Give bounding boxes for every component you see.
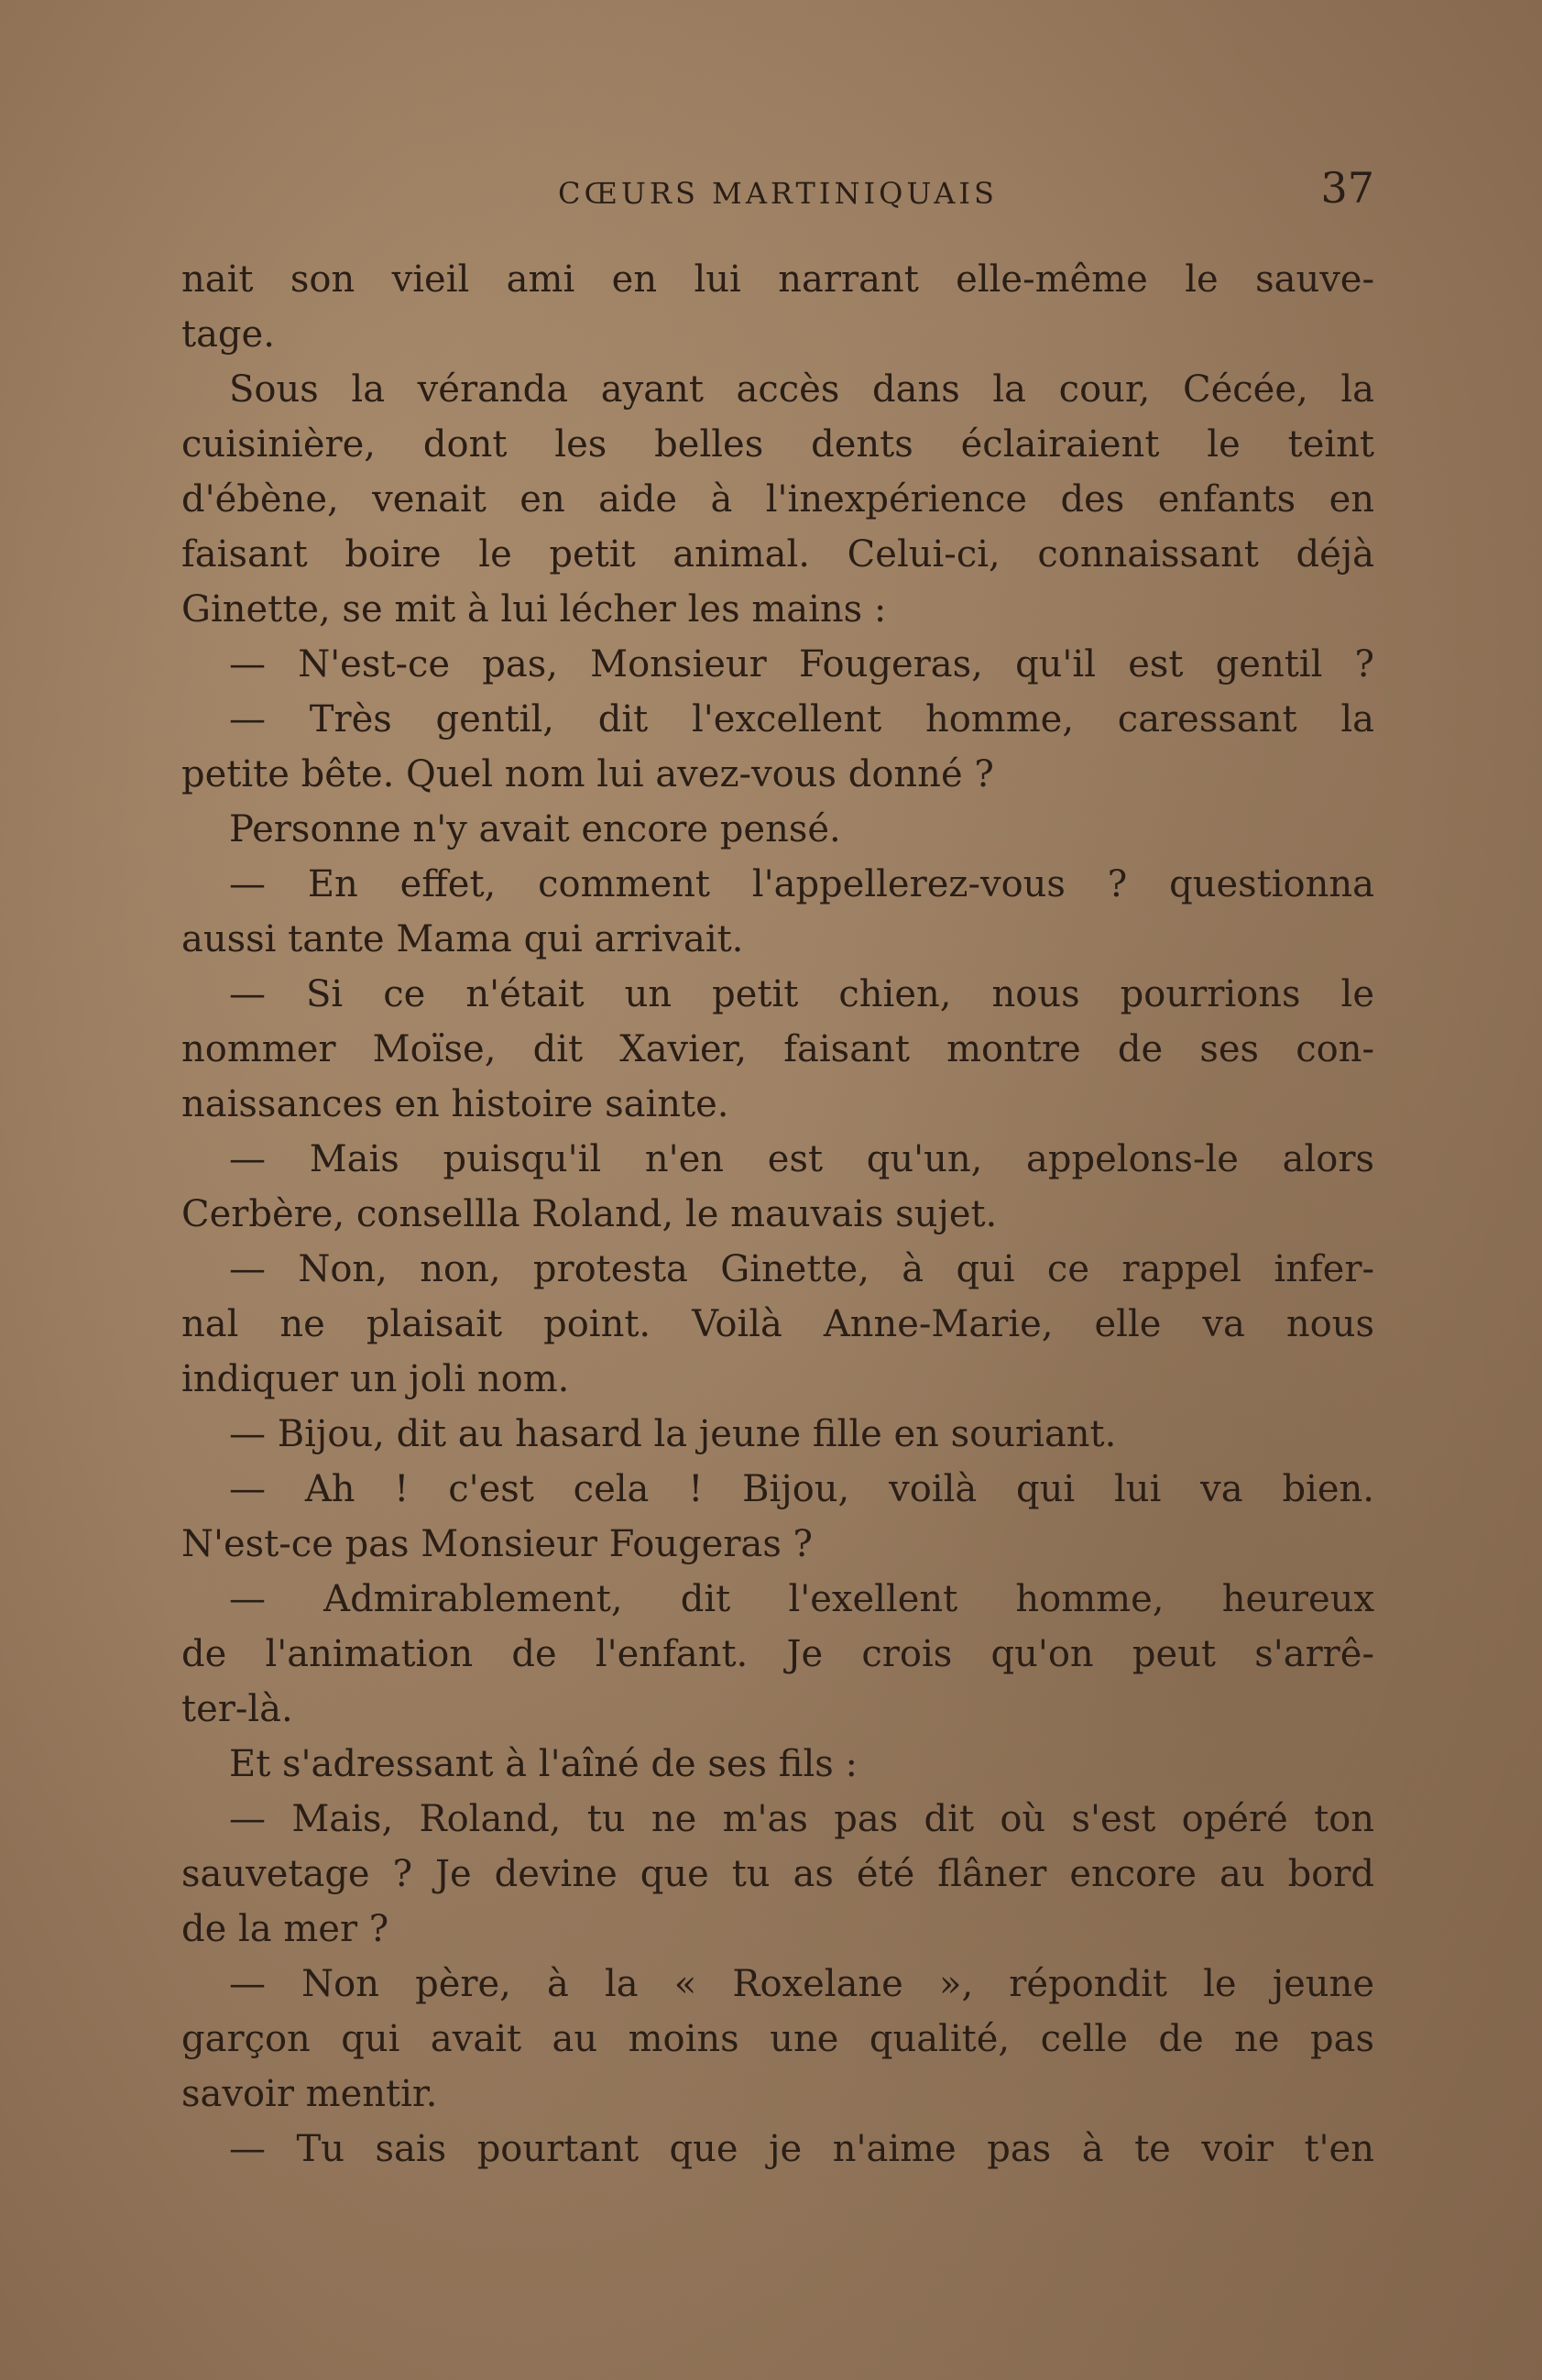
text-line: petite bête. Quel nom lui avez-vous donné ? [181, 753, 994, 795]
text-line: — Mais, Roland, tu ne m'as pas dit où s'est opéré ton [229, 1798, 1374, 1840]
text-line: de la mer ? [181, 1908, 389, 1950]
text-line: garçon qui avait au moins une qualité, celle de ne pas [181, 2018, 1374, 2060]
text-line: d'ébène, venait en aide à l'inexpérience des enfants en [181, 478, 1374, 521]
text-line: nommer Moïse, dit Xavier, faisant montre de ses con- [181, 1028, 1374, 1070]
text-line: — Très gentil, dit l'excellent homme, caressant la [229, 698, 1374, 740]
page-number: 37 [1320, 163, 1374, 213]
text-line: ter-là. [181, 1688, 293, 1730]
text-line: — Non père, à la « Roxelane », répondit le jeune [229, 1963, 1374, 2005]
text-line: Personne n'y avait encore pensé. [229, 808, 841, 850]
text-line: — Tu sais pourtant que je n'aime pas à te voir t'en [229, 2128, 1374, 2170]
text-line: savoir mentir. [181, 2073, 438, 2115]
text-line: — Bijou, dit au hasard la jeune fille en souriant. [229, 1413, 1117, 1455]
text-line: aussi tante Mama qui arrivait. [181, 918, 744, 960]
page-header [181, 163, 1374, 218]
text-line: — N'est-ce pas, Monsieur Fougeras, qu'il est gentil ? [229, 643, 1374, 685]
text-line: de l'animation de l'enfant. Je crois qu'on peut s'arrê- [181, 1633, 1374, 1675]
text-line: — Ah ! c'est cela ! Bijou, voilà qui lui va bien. [229, 1468, 1374, 1510]
body-text [181, 252, 1374, 2177]
text-line: — Admirablement, dit l'exellent homme, heureux [229, 1578, 1374, 1620]
text-line: cuisinière, dont les belles dents éclairaient le teint [181, 423, 1374, 466]
text-line: — Si ce n'était un petit chien, nous pourrions le [229, 973, 1374, 1015]
text-line: faisant boire le petit animal. Celui-ci, connaissant déjà [181, 533, 1374, 576]
text-line: Cerbère, consellla Roland, le mauvais sujet. [181, 1193, 998, 1235]
text-line: — En effet, comment l'appellerez-vous ? questionna [229, 863, 1374, 905]
text-line: — Non, non, protesta Ginette, à qui ce rappel infer- [229, 1248, 1374, 1290]
text-line: nait son vieil ami en lui narrant elle-même le sauve- [181, 258, 1374, 301]
text-line: naissances en histoire sainte. [181, 1083, 729, 1125]
text-line: sauvetage ? Je devine que tu as été flâner encore au bord [181, 1853, 1374, 1895]
text-line: tage. [181, 313, 275, 356]
text-line: — Mais puisqu'il n'en est qu'un, appelons-le alors [229, 1138, 1374, 1180]
text-line: Et s'adressant à l'aîné de ses fils : [229, 1743, 858, 1785]
text-line: N'est-ce pas Monsieur Fougeras ? [181, 1523, 814, 1565]
text-line: Sous la véranda ayant accès dans la cour, Cécée, la [229, 368, 1374, 411]
text-line: nal ne plaisait point. Voilà Anne-Marie, elle va nous [181, 1303, 1374, 1345]
text-line: Ginette, se mit à lui lécher les mains : [181, 588, 887, 631]
running-title: CŒURS MARTINIQUAIS [558, 176, 998, 211]
text-line: indiquer un joli nom. [181, 1358, 570, 1400]
